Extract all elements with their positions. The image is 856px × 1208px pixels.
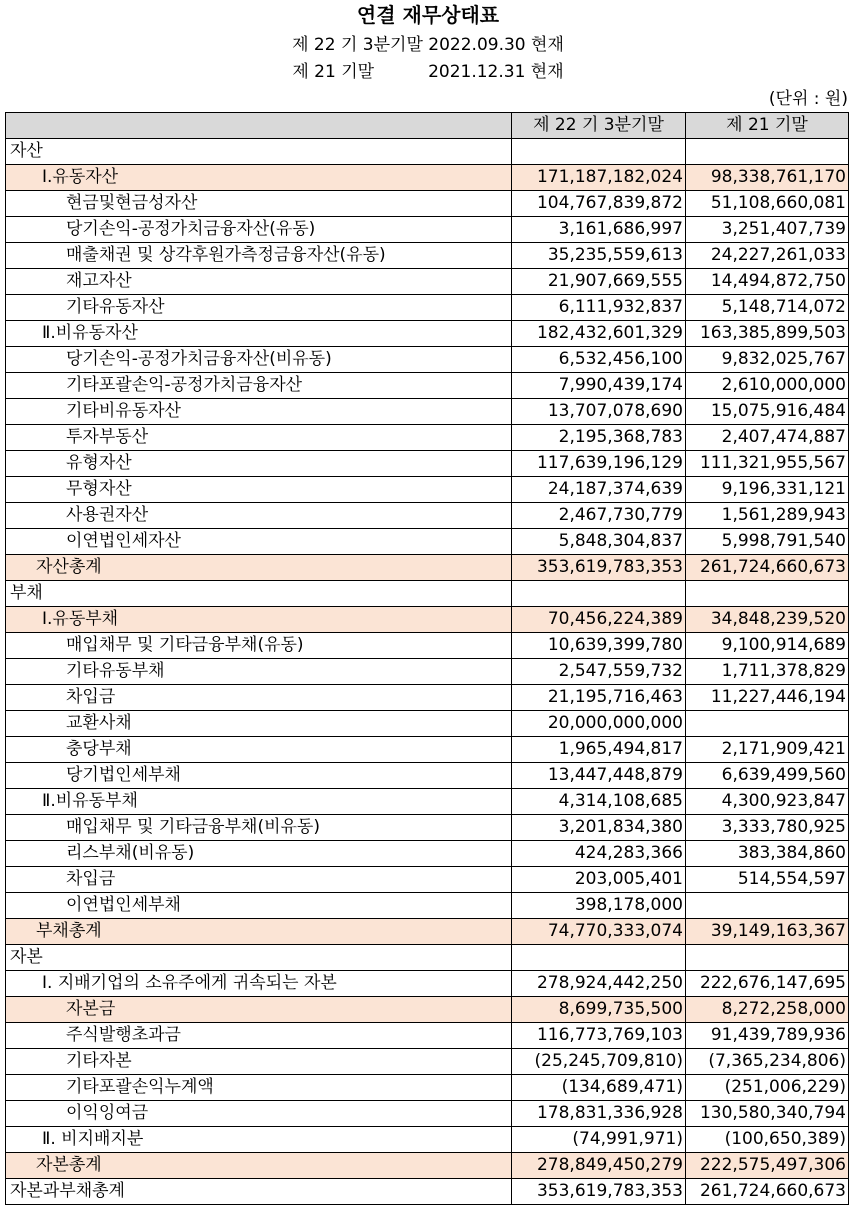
prior-period-value: 15,075,916,484 [686, 399, 849, 425]
table-row [6, 711, 849, 737]
table-row [6, 529, 849, 555]
table-row [6, 737, 849, 763]
table-row [6, 1049, 849, 1075]
table-row [6, 477, 849, 503]
table-row [6, 893, 849, 919]
table-row [6, 1179, 849, 1205]
table-row [6, 633, 849, 659]
current-period-value: 2,195,368,783 [512, 425, 686, 451]
statement-title: 연결 재무상태표 [356, 3, 500, 27]
current-period-value: 10,639,399,780 [512, 633, 686, 659]
current-period-value: 35,235,559,613 [512, 243, 686, 269]
current-period-value: 182,432,601,329 [512, 321, 686, 347]
prior-period-value [686, 581, 849, 607]
prior-period-value: 9,100,914,689 [686, 633, 849, 659]
account-label: 무형자산 [6, 477, 512, 503]
current-period-value: 171,187,182,024 [512, 165, 686, 191]
account-label: 재고자산 [6, 269, 512, 295]
prior-period-value: 514,554,597 [686, 867, 849, 893]
prior-period-value [686, 945, 849, 971]
table-row [6, 399, 849, 425]
prior-period-value: 8,272,258,000 [686, 997, 849, 1023]
prior-period-value: 222,676,147,695 [686, 971, 849, 997]
current-period-value: 203,005,401 [512, 867, 686, 893]
table-row [6, 555, 849, 581]
current-period-value: 278,924,442,250 [512, 971, 686, 997]
account-label: 기타포괄손익-공정가치금융자산 [6, 373, 512, 399]
current-period-value: 70,456,224,389 [512, 607, 686, 633]
table-row [6, 1101, 849, 1127]
current-period-value: 20,000,000,000 [512, 711, 686, 737]
table-row [6, 321, 849, 347]
prior-period-value: 9,196,331,121 [686, 477, 849, 503]
current-period-value: 117,639,196,129 [512, 451, 686, 477]
current-period-value: 353,619,783,353 [512, 1179, 686, 1205]
current-period-value: 4,314,108,685 [512, 789, 686, 815]
prior-period-value: 39,149,163,367 [686, 919, 849, 945]
current-period-value: 13,447,448,879 [512, 763, 686, 789]
prior-period-value: 222,575,497,306 [686, 1153, 849, 1179]
prior-period-value: 261,724,660,673 [686, 1179, 849, 1205]
table-header-row [6, 113, 849, 139]
table-row [6, 685, 849, 711]
account-label: 매출채권 및 상각후원가측정금융자산(유동) [6, 243, 512, 269]
prior-period-value: 2,610,000,000 [686, 373, 849, 399]
account-label: 부채 [6, 581, 512, 607]
prior-period-value: 98,338,761,170 [686, 165, 849, 191]
current-period-value: (74,991,971) [512, 1127, 686, 1153]
current-period-value: 116,773,769,103 [512, 1023, 686, 1049]
account-label: 차입금 [6, 867, 512, 893]
table-row [6, 217, 849, 243]
current-period-value [512, 139, 686, 165]
column-header-prior: 제 21 기말 [686, 113, 849, 139]
account-label: Ⅱ.비유동부채 [6, 789, 512, 815]
account-label: 매입채무 및 기타금융부채(비유동) [6, 815, 512, 841]
account-label: 자산 [6, 139, 512, 165]
prior-period-value: 2,407,474,887 [686, 425, 849, 451]
prior-period-value: 14,494,872,750 [686, 269, 849, 295]
table-row [6, 373, 849, 399]
account-label: 주식발행초과금 [6, 1023, 512, 1049]
account-label: 현금및현금성자산 [6, 191, 512, 217]
prior-period-value: 5,148,714,072 [686, 295, 849, 321]
account-label: 기타유동부채 [6, 659, 512, 685]
current-period-value: 8,699,735,500 [512, 997, 686, 1023]
table-row [6, 581, 849, 607]
table-row [6, 503, 849, 529]
account-label: 기타자본 [6, 1049, 512, 1075]
account-label: 리스부채(비유동) [6, 841, 512, 867]
table-row [6, 789, 849, 815]
current-period-value: 2,547,559,732 [512, 659, 686, 685]
current-period-value: (134,689,471) [512, 1075, 686, 1101]
account-label: 자산총계 [6, 555, 512, 581]
prior-period-value: 130,580,340,794 [686, 1101, 849, 1127]
prior-period-value: (251,006,229) [686, 1075, 849, 1101]
table-row [6, 347, 849, 373]
table-row [6, 659, 849, 685]
table-row [6, 867, 849, 893]
account-label: 매입채무 및 기타금융부채(유동) [6, 633, 512, 659]
account-label: 자본 [6, 945, 512, 971]
current-period-value: 6,111,932,837 [512, 295, 686, 321]
current-period-value: 6,532,456,100 [512, 347, 686, 373]
table-row [6, 1023, 849, 1049]
column-header-account [6, 113, 512, 139]
account-label: 이익잉여금 [6, 1101, 512, 1127]
current-period-value: 1,965,494,817 [512, 737, 686, 763]
current-period-value: 24,187,374,639 [512, 477, 686, 503]
current-period-value: 424,283,366 [512, 841, 686, 867]
table-row [6, 919, 849, 945]
account-label: 자본총계 [6, 1153, 512, 1179]
prior-period-caption: 제 21 기말 2021.12.31 현재 [292, 62, 564, 82]
table-row [6, 1075, 849, 1101]
account-label: Ⅰ. 지배기업의 소유주에게 귀속되는 자본 [6, 971, 512, 997]
current-period-value: 13,707,078,690 [512, 399, 686, 425]
account-label: 투자부동산 [6, 425, 512, 451]
table-row [6, 295, 849, 321]
account-label: 교환사채 [6, 711, 512, 737]
prior-period-value: 163,385,899,503 [686, 321, 849, 347]
account-label: 당기손익-공정가치금융자산(비유동) [6, 347, 512, 373]
account-label: 당기법인세부채 [6, 763, 512, 789]
balance-sheet-table [5, 112, 849, 1205]
prior-period-value: 3,333,780,925 [686, 815, 849, 841]
table-row [6, 945, 849, 971]
prior-period-value [686, 139, 849, 165]
account-label: Ⅱ. 비지배지분 [6, 1127, 512, 1153]
account-label: 기타유동자산 [6, 295, 512, 321]
current-period-value: 21,907,669,555 [512, 269, 686, 295]
prior-period-value: 1,561,289,943 [686, 503, 849, 529]
account-label: Ⅰ.유동자산 [6, 165, 512, 191]
current-period-caption: 제 22 기 3분기말 2022.09.30 현재 [292, 35, 564, 55]
table-row [6, 841, 849, 867]
table-row [6, 451, 849, 477]
table-row [6, 1153, 849, 1179]
prior-period-value [686, 893, 849, 919]
prior-period-value: 9,832,025,767 [686, 347, 849, 373]
current-period-value: 398,178,000 [512, 893, 686, 919]
account-label: 자본금 [6, 997, 512, 1023]
prior-period-value: 1,711,378,829 [686, 659, 849, 685]
account-label: 이연법인세자산 [6, 529, 512, 555]
current-period-value: 104,767,839,872 [512, 191, 686, 217]
account-label: Ⅰ.유동부채 [6, 607, 512, 633]
current-period-value: 178,831,336,928 [512, 1101, 686, 1127]
table-row [6, 425, 849, 451]
account-label: 유형자산 [6, 451, 512, 477]
current-period-value: 5,848,304,837 [512, 529, 686, 555]
current-period-value: 21,195,716,463 [512, 685, 686, 711]
account-label: 기타비유동자산 [6, 399, 512, 425]
account-label: Ⅱ.비유동자산 [6, 321, 512, 347]
prior-period-value: (7,365,234,806) [686, 1049, 849, 1075]
prior-period-value: 4,300,923,847 [686, 789, 849, 815]
table-row [6, 139, 849, 165]
prior-period-value: 6,639,499,560 [686, 763, 849, 789]
table-row [6, 191, 849, 217]
prior-period-value: (100,650,389) [686, 1127, 849, 1153]
current-period-value: 7,990,439,174 [512, 373, 686, 399]
prior-period-value: 24,227,261,033 [686, 243, 849, 269]
current-period-value: 278,849,450,279 [512, 1153, 686, 1179]
table-row [6, 243, 849, 269]
account-label: 충당부채 [6, 737, 512, 763]
current-period-value: 2,467,730,779 [512, 503, 686, 529]
prior-period-value: 91,439,789,936 [686, 1023, 849, 1049]
table-row [6, 607, 849, 633]
table-row [6, 165, 849, 191]
current-period-value [512, 945, 686, 971]
current-period-value: 3,161,686,997 [512, 217, 686, 243]
current-period-value: 74,770,333,074 [512, 919, 686, 945]
table-row [6, 269, 849, 295]
prior-period-value: 111,321,955,567 [686, 451, 849, 477]
prior-period-value: 11,227,446,194 [686, 685, 849, 711]
current-period-value: 3,201,834,380 [512, 815, 686, 841]
column-header-current: 제 22 기 3분기말 [512, 113, 686, 139]
prior-period-value: 3,251,407,739 [686, 217, 849, 243]
account-label: 이연법인세부채 [6, 893, 512, 919]
prior-period-value: 261,724,660,673 [686, 555, 849, 581]
current-period-value: 353,619,783,353 [512, 555, 686, 581]
table-row [6, 971, 849, 997]
account-label: 기타포괄손익누계액 [6, 1075, 512, 1101]
table-row [6, 997, 849, 1023]
current-period-value: (25,245,709,810) [512, 1049, 686, 1075]
prior-period-value: 51,108,660,081 [686, 191, 849, 217]
account-label: 차입금 [6, 685, 512, 711]
account-label: 자본과부채총계 [6, 1179, 512, 1205]
unit-caption: (단위 : 원) [768, 89, 848, 109]
current-period-value [512, 581, 686, 607]
account-label: 당기손익-공정가치금융자산(유동) [6, 217, 512, 243]
prior-period-value: 5,998,791,540 [686, 529, 849, 555]
prior-period-value [686, 711, 849, 737]
prior-period-value: 34,848,239,520 [686, 607, 849, 633]
prior-period-value: 2,171,909,421 [686, 737, 849, 763]
account-label: 사용권자산 [6, 503, 512, 529]
table-row [6, 1127, 849, 1153]
prior-period-value: 383,384,860 [686, 841, 849, 867]
table-row [6, 763, 849, 789]
table-row [6, 815, 849, 841]
account-label: 부채총계 [6, 919, 512, 945]
